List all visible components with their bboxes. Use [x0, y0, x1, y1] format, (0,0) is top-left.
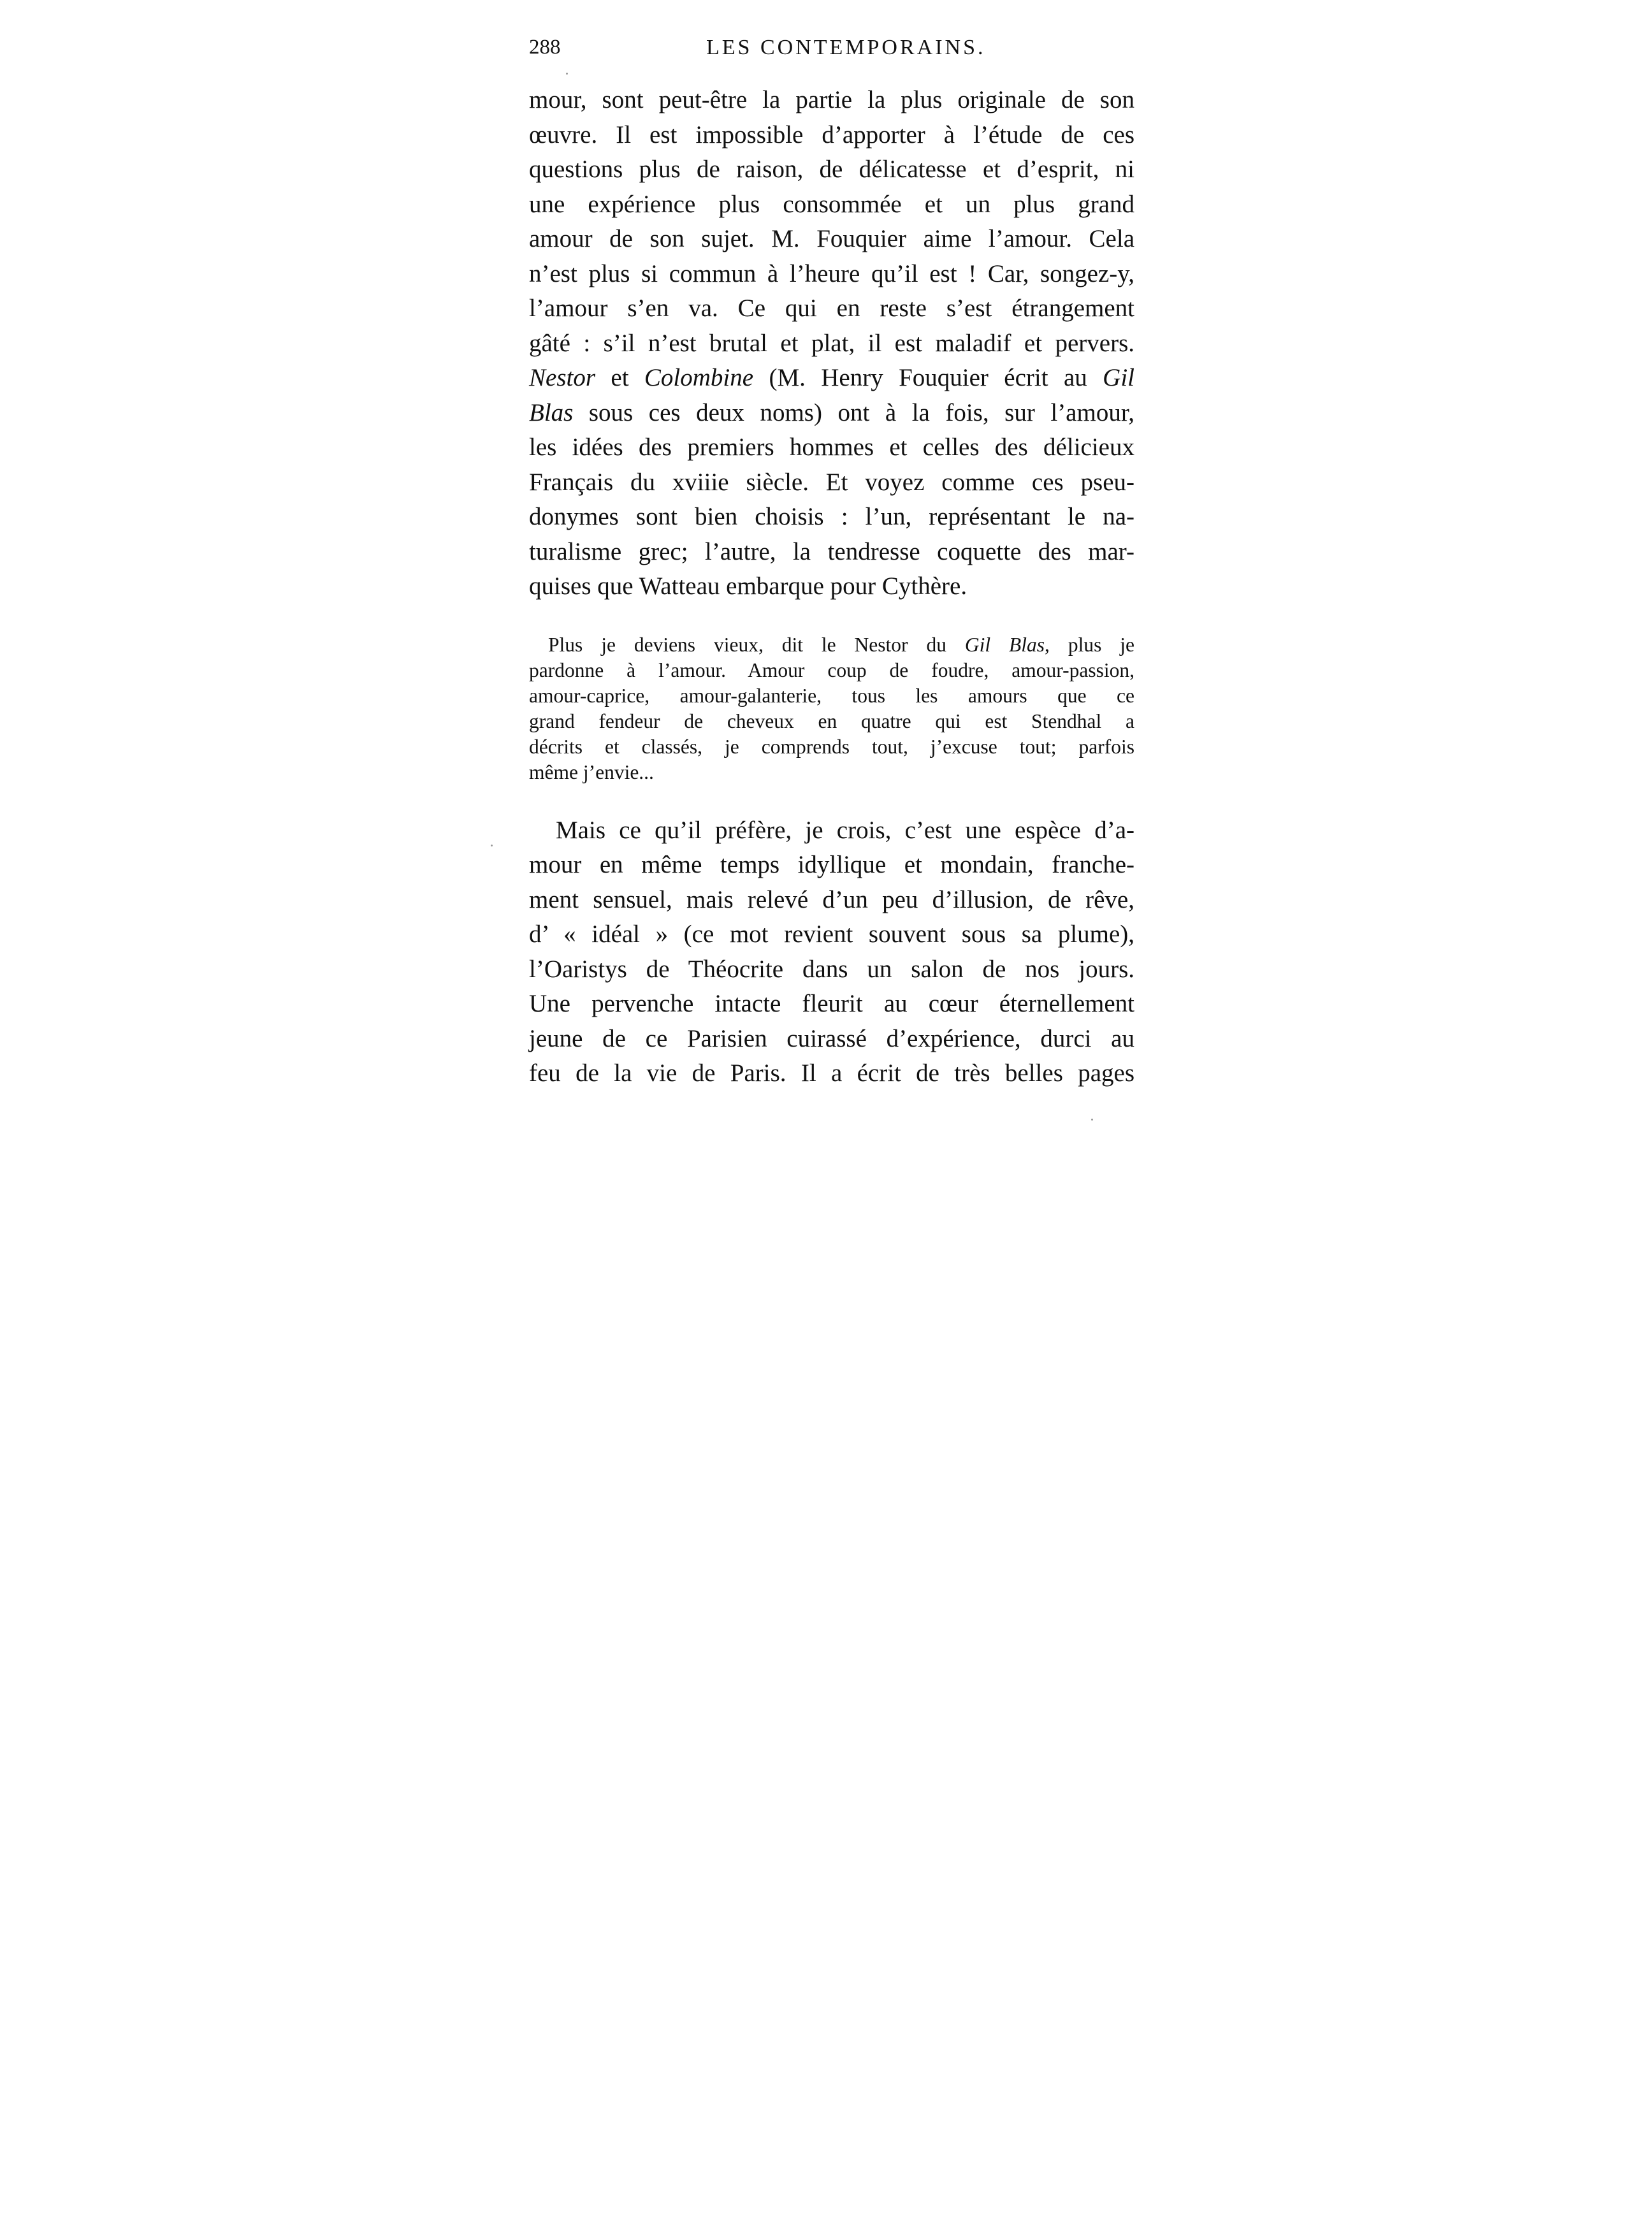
quote-line: grand fendeur de cheveux en quatre qui est Stendhal a	[529, 709, 1134, 732]
quote-line: amour-caprice, amour-galanterie, tous les amours que ce	[529, 684, 1134, 707]
text-line: Mais ce qu’il préfère, je crois, c’est une espèce d’a-	[556, 816, 1134, 844]
text-line: jeune de ce Parisien cuirassé d’expérience, durci au	[529, 1024, 1134, 1052]
text-fragment: et	[595, 364, 644, 391]
text-line: Français du xviiie siècle. Et voyez comme ces pseu-	[529, 468, 1134, 496]
scan-speck	[491, 845, 493, 846]
italic-blas: Blas	[529, 398, 574, 426]
quote-line: décrits et classés, je comprends tout, j’excuse tout; parfois	[529, 735, 1134, 758]
text-block	[529, 83, 1134, 1091]
paragraph-2	[529, 813, 1134, 1091]
scan-speck	[566, 73, 568, 75]
text-fragment: Plus je deviens vieux, dit le Nestor du	[548, 633, 965, 656]
text-line: les idées des premiers hommes et celles des délicieux	[529, 433, 1134, 461]
text-line: mour, sont peut-être la partie la plus originale de son	[529, 86, 1134, 113]
italic-gil: Gil	[1103, 364, 1134, 391]
text-fragment: (M. Henry Fouquier écrit au	[753, 364, 1103, 391]
text-fragment: sous ces deux noms) ont à la fois, sur l’amour,	[573, 398, 1134, 426]
paragraph-1	[529, 83, 1134, 604]
quote-line: pardonne à l’amour. Amour coup de foudre, amour-passion,	[529, 658, 1134, 681]
text-line: une expérience plus consommée et un plus grand	[529, 190, 1134, 218]
running-title: LES CONTEMPORAINS.	[706, 36, 986, 59]
page-header	[529, 36, 1134, 80]
italic-colombine: Colombine	[644, 364, 754, 391]
scan-speck	[1091, 1119, 1093, 1121]
page-number: 288	[529, 36, 561, 59]
text-line	[529, 396, 1134, 431]
text-line: ment sensuel, mais relevé d’un peu d’illusion, de rêve,	[529, 885, 1134, 913]
text-line: n’est plus si commun à l’heure qu’il est ! Car, songez-y,	[529, 259, 1134, 287]
text-line: d’ « idéal » (ce mot revient souvent sous sa plume),	[529, 920, 1134, 948]
text-line: feu de la vie de Paris. Il a écrit de très belles pages	[529, 1059, 1134, 1087]
text-line	[529, 361, 1134, 396]
text-line: l’amour s’en va. Ce qui en reste s’est étrangement	[529, 294, 1134, 322]
text-line: l’Oaristys de Théocrite dans un salon de nos jours.	[529, 955, 1134, 983]
text-line: donymes sont bien choisis : l’un, représentant le na-	[529, 503, 1134, 530]
quote-line: même j’envie...	[529, 760, 654, 783]
text-line: quises que Watteau embarque pour Cythère.	[529, 572, 967, 600]
italic-gil-blas: Gil Blas	[964, 633, 1045, 656]
text-line: œuvre. Il est impossible d’apporter à l’étude de ces	[529, 120, 1134, 149]
block-quote	[529, 632, 1134, 785]
text-line: turalisme grec; l’autre, la tendresse coquette des mar-	[529, 537, 1134, 565]
quote-line	[529, 632, 1134, 658]
text-fragment: , plus je	[1045, 633, 1134, 656]
text-line: amour de son sujet. M. Fouquier aime l’amour. Cela	[529, 225, 1134, 252]
text-line: questions plus de raison, de délicatesse et d’esprit, ni	[529, 156, 1134, 183]
text-line: Une pervenche intacte fleurit au cœur éternellement	[529, 990, 1134, 1017]
italic-nestor: Nestor	[529, 364, 596, 391]
text-line: gâté : s’il n’est brutal et plat, il est maladif et pervers.	[529, 329, 1134, 357]
text-line: mour en même temps idyllique et mondain, franche-	[529, 851, 1134, 878]
